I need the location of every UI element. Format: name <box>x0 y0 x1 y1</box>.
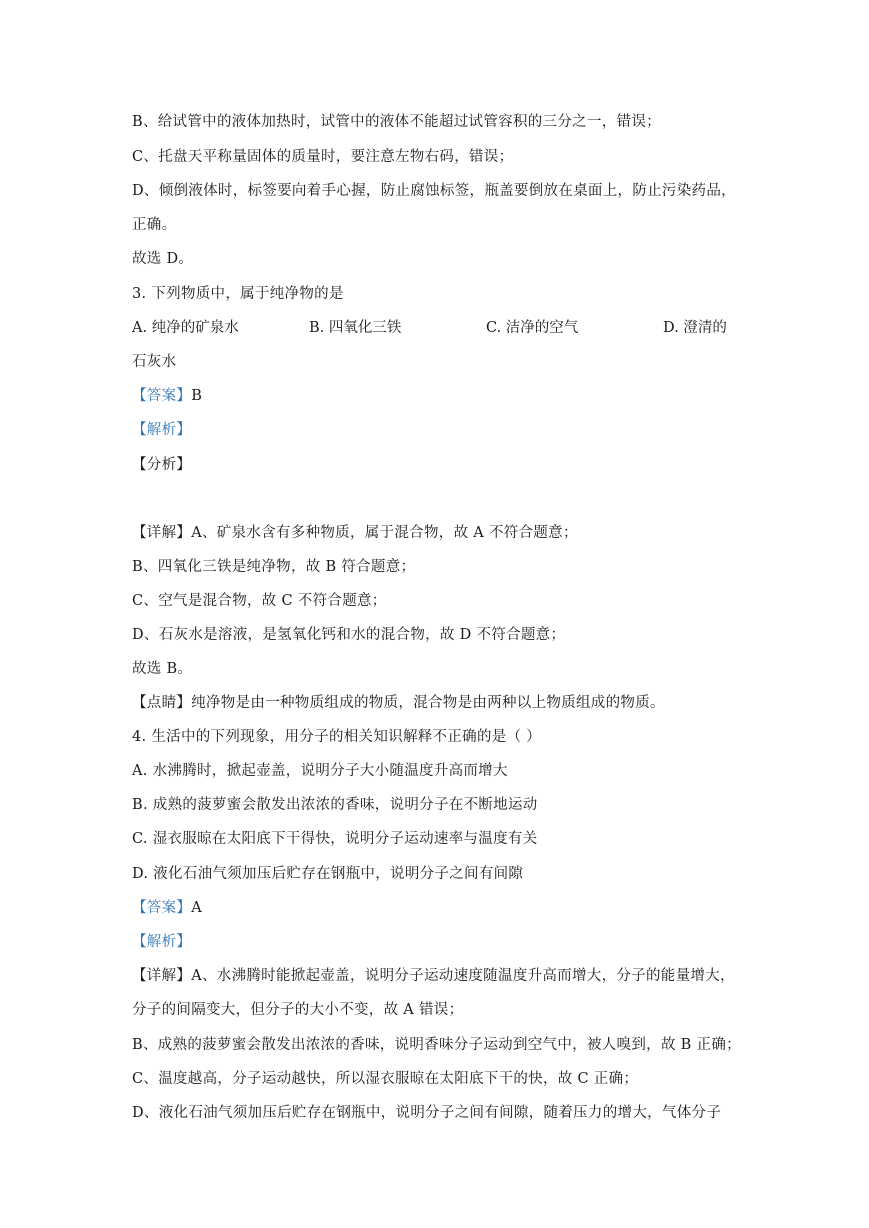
detail-text: A、水沸腾时能掀起壶盖，说明分子运动速度随温度升高而增大，分子的能量增大， <box>191 968 735 984</box>
question-3-choose: 故选 B。 <box>132 661 193 677</box>
question-3-stem: 3. 下列物质中，属于纯净物的是 <box>132 286 344 302</box>
answer-value: B <box>191 388 203 404</box>
text-line: D、倾倒液体时，标签要向着手心握，防止腐蚀标签，瓶盖要倒放在桌面上，防止污染药品， <box>132 183 736 199</box>
text-line: B、给试管中的液体加热时，试管中的液体不能超过试管容积的三分之一，错误； <box>132 114 661 130</box>
question-3-detail-a <box>132 523 578 543</box>
question-3-detail-d: D、石灰水是溶液，是氢氧化钙和水的混合物，故 D 不符合题意； <box>132 627 566 643</box>
question-4-answer <box>132 898 202 918</box>
detail-tag: 【详解】 <box>132 968 192 984</box>
question-3-analysis-tag: 【解析】 <box>132 422 192 438</box>
dianjing-tag: 【点睛】 <box>132 695 192 711</box>
question-4-detail-c: C、温度越高，分子运动越快，所以湿衣服晾在太阳底下干的快，故 C 正确； <box>132 1071 639 1087</box>
question-3-option-a: A. 纯净的矿泉水 <box>132 320 239 336</box>
question-4-detail-b: B、成熟的菠萝蜜会散发出浓浓的香味，说明香味分子运动到空气中，被人嗅到，故 B 正确； <box>132 1037 741 1053</box>
text-line: C、托盘天平称量固体的质量时，要注意左物右码，错误； <box>132 149 514 165</box>
question-4-analysis-tag: 【解析】 <box>132 934 192 950</box>
answer-value: A <box>191 900 202 916</box>
question-4-detail-d: D、液化石油气须加压后贮存在钢瓶中，说明分子之间有间隙，随着压力的增大，气体分子 <box>132 1105 722 1121</box>
answer-tag: 【答案】 <box>132 388 192 404</box>
text-line: 正确。 <box>132 217 177 233</box>
question-3-detail-b: B、四氧化三铁是纯净物，故 B 符合题意； <box>132 559 416 575</box>
question-3-detail-c: C、空气是混合物，故 C 不符合题意； <box>132 593 387 609</box>
question-4-option-b: B. 成熟的菠萝蜜会散发出浓浓的香味，说明分子在不断地运动 <box>132 797 538 813</box>
question-4-detail-a-continued: 分子的间隔变大，但分子的大小不变，故 A 错误； <box>132 1002 464 1018</box>
question-3-dianjing <box>132 693 665 713</box>
question-3-option-d: D. 澄清的 <box>663 320 727 336</box>
question-3-option-c: C. 洁净的空气 <box>486 320 579 336</box>
question-4-stem: 4. 生活中的下列现象，用分子的相关知识解释不正确的是（ ） <box>132 729 542 745</box>
question-3-fenxi-tag: 【分析】 <box>132 457 192 473</box>
question-4-option-a: A. 水沸腾时，掀起壶盖，说明分子大小随温度升高而增大 <box>132 763 508 779</box>
text-line: 故选 D。 <box>132 251 194 267</box>
detail-text: A、矿泉水含有多种物质，属于混合物，故 A 不符合题意； <box>191 525 578 541</box>
question-4-option-d: D. 液化石油气须加压后贮存在钢瓶中，说明分子之间有间隙 <box>132 866 524 882</box>
dianjing-text: 纯净物是由一种物质组成的物质，混合物是由两种以上物质组成的物质。 <box>191 695 665 711</box>
answer-tag: 【答案】 <box>132 900 192 916</box>
detail-tag: 【详解】 <box>132 525 192 541</box>
question-3-option-d-continued: 石灰水 <box>132 354 177 370</box>
question-4-option-c: C. 湿衣服晾在太阳底下干得快，说明分子运动速率与温度有关 <box>132 831 538 847</box>
question-3-answer <box>132 386 202 406</box>
question-4-detail-a <box>132 966 735 986</box>
question-3-option-b: B. 四氧化三铁 <box>309 320 402 336</box>
